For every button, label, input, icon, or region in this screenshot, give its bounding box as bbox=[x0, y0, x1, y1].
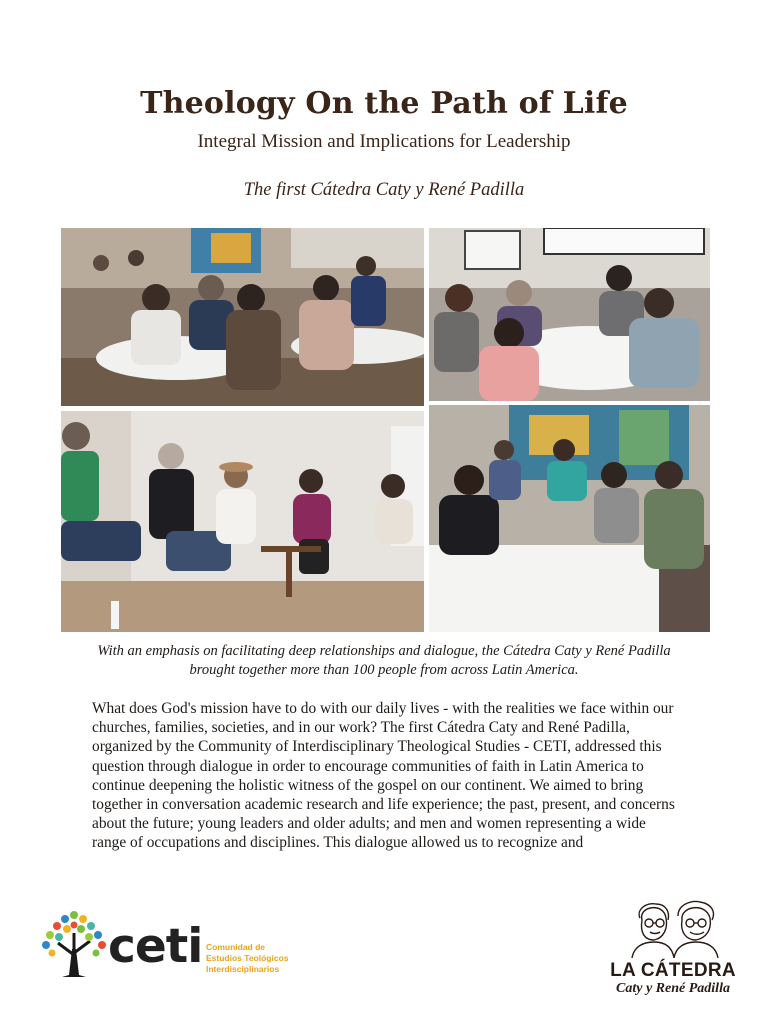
ceti-description-line: Comunidad de bbox=[206, 942, 266, 952]
ceti-description bbox=[206, 942, 289, 975]
photo-round-tables bbox=[61, 228, 424, 406]
catedra-subtitle: Caty y René Padilla bbox=[616, 981, 730, 996]
ceti-description-line: Interdisciplinarios bbox=[206, 964, 280, 974]
page-tagline: The first Cátedra Caty y René Padilla bbox=[243, 180, 525, 200]
ceti-description-line: Estudios Teológicos bbox=[206, 953, 289, 963]
photo-group-mural bbox=[429, 405, 710, 632]
page-subtitle: Integral Mission and Implications for Leadership bbox=[197, 131, 571, 152]
tree-icon bbox=[38, 905, 110, 980]
catedra-logo bbox=[598, 898, 748, 1002]
photo-panel-stage bbox=[61, 411, 424, 632]
page-title: Theology On the Path of Life bbox=[140, 86, 628, 121]
portrait-sketch-icon bbox=[620, 898, 730, 958]
ceti-logo bbox=[38, 905, 298, 980]
photo-caption: With an emphasis on facilitating deep relationships and dialogue, the Cátedra Caty y René Padilla brought together more than 100 people from across Latin America. bbox=[97, 643, 671, 678]
photo-small-group bbox=[429, 228, 710, 401]
body-paragraph: What does God's mission have to do with our daily lives - with the realities we face within our churches, families, societies, and in our work? The first Cátedra Caty and René Padilla, organized by the Community of Interdisciplinary Theological Studies - CETI, addressed this question through dialogue in order to encourage communities of faith in Latin America to continue deepening the holistic witness of the gospel on our continent. We aimed to bring together in conversation academic research and life experience; the past, present, and concerns about the future; young leaders and older adults; and men and women representing a wide range of occupations and disciplines. This dialogue allowed us to recognize and bbox=[92, 700, 675, 852]
ceti-wordmark: ceti bbox=[108, 919, 203, 974]
catedra-name: LA CÁTEDRA bbox=[610, 960, 736, 981]
